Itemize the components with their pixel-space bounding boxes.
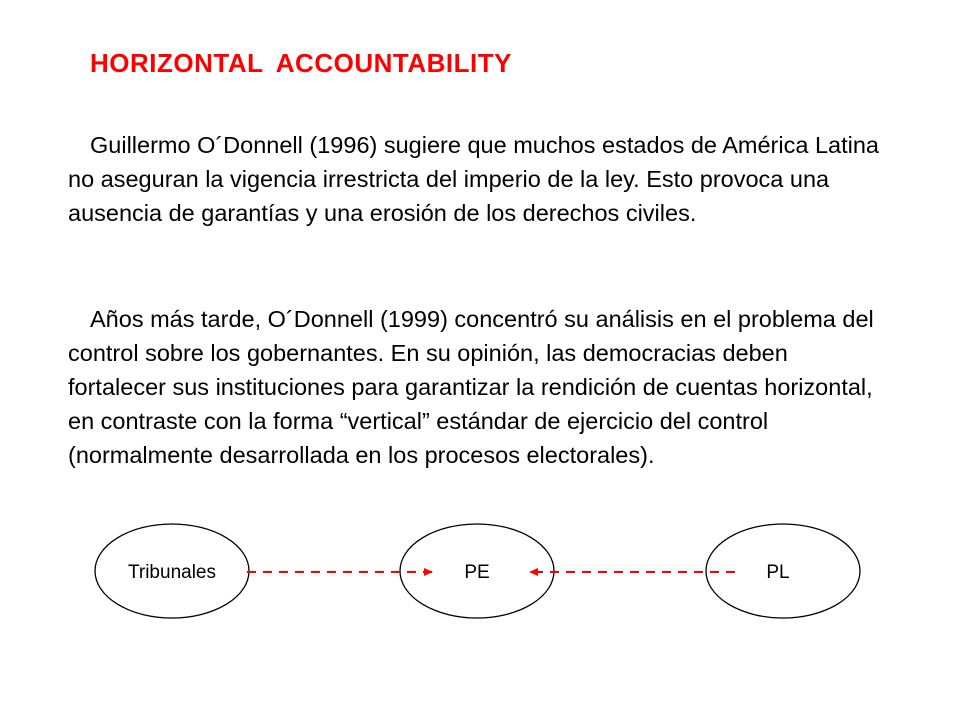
node-pe-label: PE [464, 562, 490, 583]
diagram-svg [0, 520, 960, 630]
paragraph-odonnell-1999: Años más tarde, O´Donnell (1999) concentró su análisis en el problema del control sobre los gobernantes. En su opinión, las democracias deben fortalecer sus instituciones para garantizar la rendición de cuentas horizontal, en contraste con la forma “vertical” estándar de ejercicio del control (normalmente desarrollada en los procesos electorales). [68, 306, 874, 468]
paragraph-odonnell-1996: Guillermo O´Donnell (1996) sugiere que muchos estados de América Latina no aseguran la vigencia irrestricta del imperio de la ley. Esto provoca una ausencia de garantías y una erosión de los derechos civiles. [68, 132, 879, 226]
node-tribunales-label: Tribunales [127, 562, 217, 583]
accountability-diagram [0, 520, 960, 630]
node-pl-label: PL [766, 562, 790, 583]
slide-title: HORIZONTAL ACCOUNTABILITY [90, 48, 512, 78]
